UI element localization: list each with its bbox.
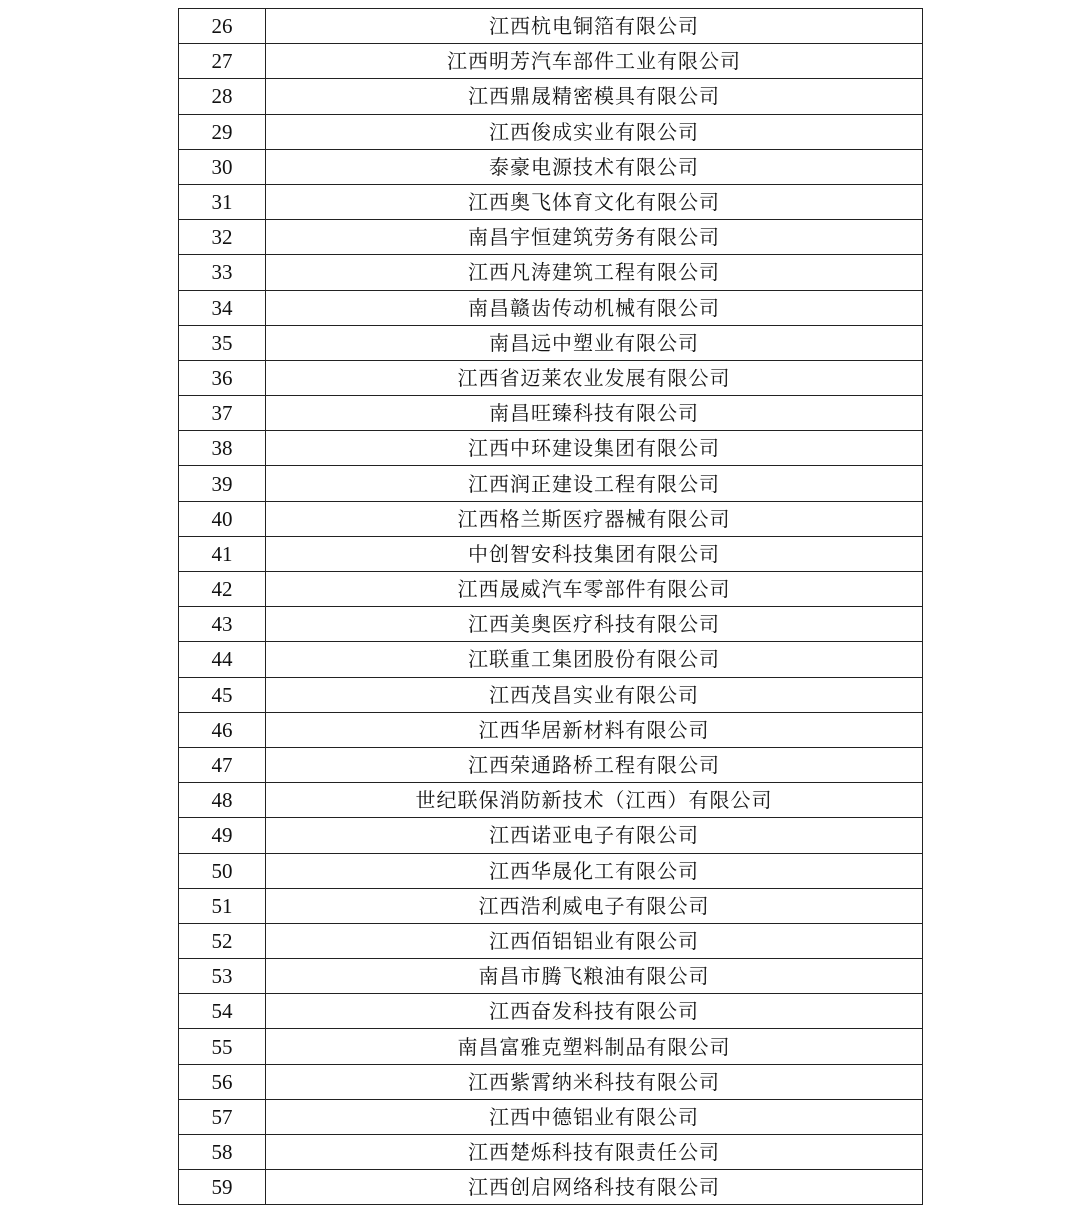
company-name: 江西凡涛建筑工程有限公司 [266,255,923,290]
row-number: 26 [179,9,266,44]
company-name: 南昌远中塑业有限公司 [266,325,923,360]
table-row [179,994,923,1029]
table-row [179,9,923,44]
company-name: 江西浩利威电子有限公司 [266,888,923,923]
row-number: 56 [179,1064,266,1099]
table-row [179,1099,923,1134]
row-number: 52 [179,923,266,958]
table-row [179,114,923,149]
row-number: 50 [179,853,266,888]
table-row [179,466,923,501]
company-name: 江西华晟化工有限公司 [266,853,923,888]
company-name: 泰豪电源技术有限公司 [266,149,923,184]
row-number: 46 [179,712,266,747]
company-name: 江西明芳汽车部件工业有限公司 [266,44,923,79]
company-name: 江西紫霄纳米科技有限公司 [266,1064,923,1099]
company-name: 江联重工集团股份有限公司 [266,642,923,677]
table-row [179,1135,923,1170]
row-number: 54 [179,994,266,1029]
company-list-table [178,8,923,1205]
company-name: 江西奋发科技有限公司 [266,994,923,1029]
row-number: 29 [179,114,266,149]
table-row [179,677,923,712]
table-row [179,818,923,853]
row-number: 39 [179,466,266,501]
table-row [179,923,923,958]
row-number: 58 [179,1135,266,1170]
company-name: 江西杭电铜箔有限公司 [266,9,923,44]
company-name: 世纪联保消防新技术（江西）有限公司 [266,783,923,818]
company-name: 南昌宇恒建筑劳务有限公司 [266,220,923,255]
table-row [179,44,923,79]
row-number: 37 [179,396,266,431]
company-name: 中创智安科技集团有限公司 [266,536,923,571]
company-name: 江西美奥医疗科技有限公司 [266,607,923,642]
row-number: 51 [179,888,266,923]
company-name: 南昌赣齿传动机械有限公司 [266,290,923,325]
table-row [179,536,923,571]
company-name: 江西晟威汽车零部件有限公司 [266,572,923,607]
table-row [179,1064,923,1099]
table-row [179,360,923,395]
table-row [179,1029,923,1064]
row-number: 33 [179,255,266,290]
company-name: 江西奥飞体育文化有限公司 [266,184,923,219]
company-name: 南昌富雅克塑料制品有限公司 [266,1029,923,1064]
table-row [179,501,923,536]
table-row [179,290,923,325]
table-row [179,959,923,994]
table-row [179,149,923,184]
row-number: 59 [179,1170,266,1205]
table-row [179,607,923,642]
row-number: 47 [179,747,266,782]
row-number: 32 [179,220,266,255]
row-number: 55 [179,1029,266,1064]
table-row [179,642,923,677]
company-name: 江西省迈莱农业发展有限公司 [266,360,923,395]
row-number: 53 [179,959,266,994]
company-name: 江西创启网络科技有限公司 [266,1170,923,1205]
row-number: 40 [179,501,266,536]
table-row [179,431,923,466]
row-number: 36 [179,360,266,395]
company-name: 江西润正建设工程有限公司 [266,466,923,501]
row-number: 31 [179,184,266,219]
company-name: 江西中德铝业有限公司 [266,1099,923,1134]
row-number: 30 [179,149,266,184]
table-row [179,396,923,431]
table-row [179,572,923,607]
table-row [179,853,923,888]
company-name: 江西华居新材料有限公司 [266,712,923,747]
company-name: 南昌旺臻科技有限公司 [266,396,923,431]
table-row [179,1170,923,1205]
row-number: 42 [179,572,266,607]
company-name: 江西诺亚电子有限公司 [266,818,923,853]
row-number: 34 [179,290,266,325]
table-row [179,325,923,360]
table-row [179,255,923,290]
row-number: 28 [179,79,266,114]
company-name: 江西荣通路桥工程有限公司 [266,747,923,782]
company-name: 江西茂昌实业有限公司 [266,677,923,712]
table-row [179,888,923,923]
row-number: 41 [179,536,266,571]
company-name: 南昌市腾飞粮油有限公司 [266,959,923,994]
table-row [179,79,923,114]
table-row [179,747,923,782]
row-number: 35 [179,325,266,360]
company-name: 江西鼎晟精密模具有限公司 [266,79,923,114]
company-name: 江西俊成实业有限公司 [266,114,923,149]
company-name: 江西佰铝铝业有限公司 [266,923,923,958]
row-number: 57 [179,1099,266,1134]
table-row [179,184,923,219]
table-row [179,783,923,818]
company-list-body [179,9,923,1205]
row-number: 48 [179,783,266,818]
company-name: 江西楚烁科技有限责任公司 [266,1135,923,1170]
table-row [179,712,923,747]
row-number: 45 [179,677,266,712]
row-number: 38 [179,431,266,466]
company-name: 江西中环建设集团有限公司 [266,431,923,466]
row-number: 49 [179,818,266,853]
row-number: 43 [179,607,266,642]
company-name: 江西格兰斯医疗器械有限公司 [266,501,923,536]
row-number: 44 [179,642,266,677]
table-row [179,220,923,255]
row-number: 27 [179,44,266,79]
